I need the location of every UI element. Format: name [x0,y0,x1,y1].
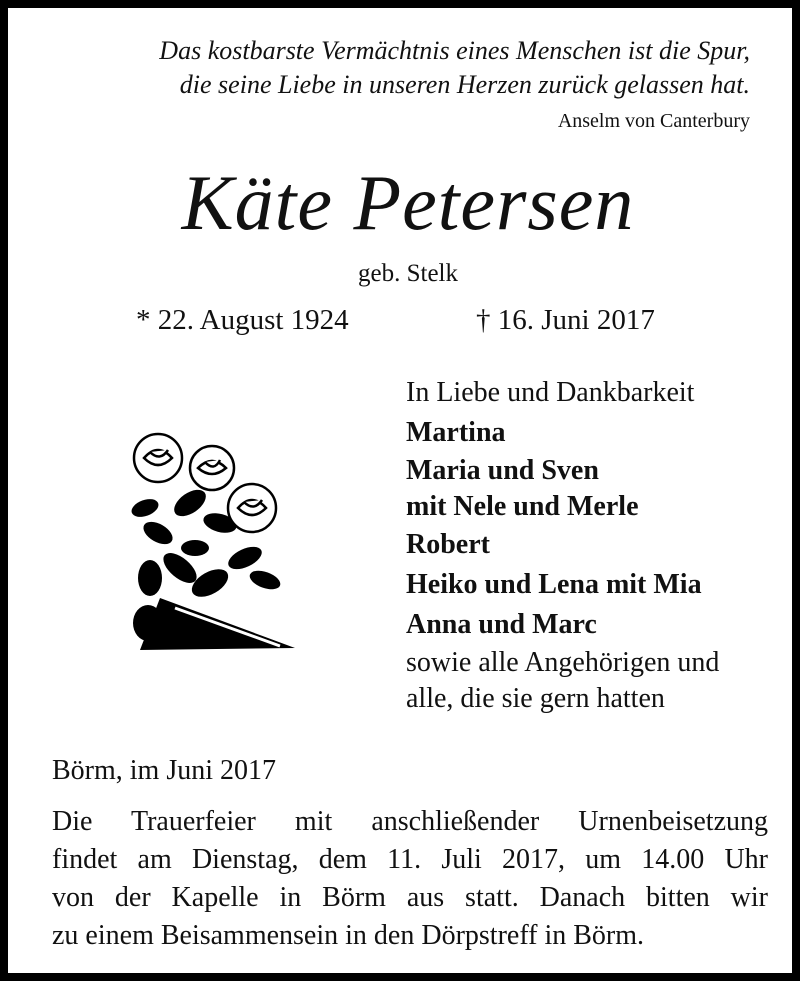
funeral-notice [52,803,768,955]
birth-date: * 22. August 1924 [136,304,349,336]
mourner-name: Anna und Marc [406,609,597,640]
funeral-line: von der Kapelle in Börm aus statt. Danach bitten wir [52,882,768,913]
funeral-line: findet am Dienstag, dem 11. Juli 2017, um 14.00 Uhr [52,844,768,875]
mourner-name: Robert [406,529,490,560]
quote [159,34,750,102]
funeral-line: zu einem Beisammensein in den Dörpstreff in Börm. [52,920,645,951]
mourners-intro: In Liebe und Dankbarkeit [406,377,695,408]
funeral-line: Die Trauerfeier mit anschließender Urnenbeisetzung [52,806,768,837]
mourner-name: Martina [406,417,506,448]
deceased-name: Käte Petersen [181,159,635,246]
rose-bouquet-icon [120,428,300,653]
quote-line-1: Das kostbarste Vermächtnis eines Menschen ist die Spur, [159,36,750,65]
mourners-closing-2: alle, die sie gern hatten [406,683,665,714]
mourner-name: Maria und Sven [406,455,599,486]
born-name: geb. Stelk [358,260,458,287]
quote-line-2: die seine Liebe in unseren Herzen zurück gelassen hat. [179,70,750,99]
quote-author: Anselm von Canterbury [557,110,750,132]
mourner-name: mit Nele und Merle [406,491,639,522]
mourners-block [406,373,719,717]
mourner-name: Heiko und Lena mit Mia [406,569,702,600]
mourners-closing-1: sowie alle Angehörigen und [406,647,720,678]
death-date: † 16. Juni 2017 [476,304,655,336]
place-date: Börm, im Juni 2017 [52,755,277,786]
